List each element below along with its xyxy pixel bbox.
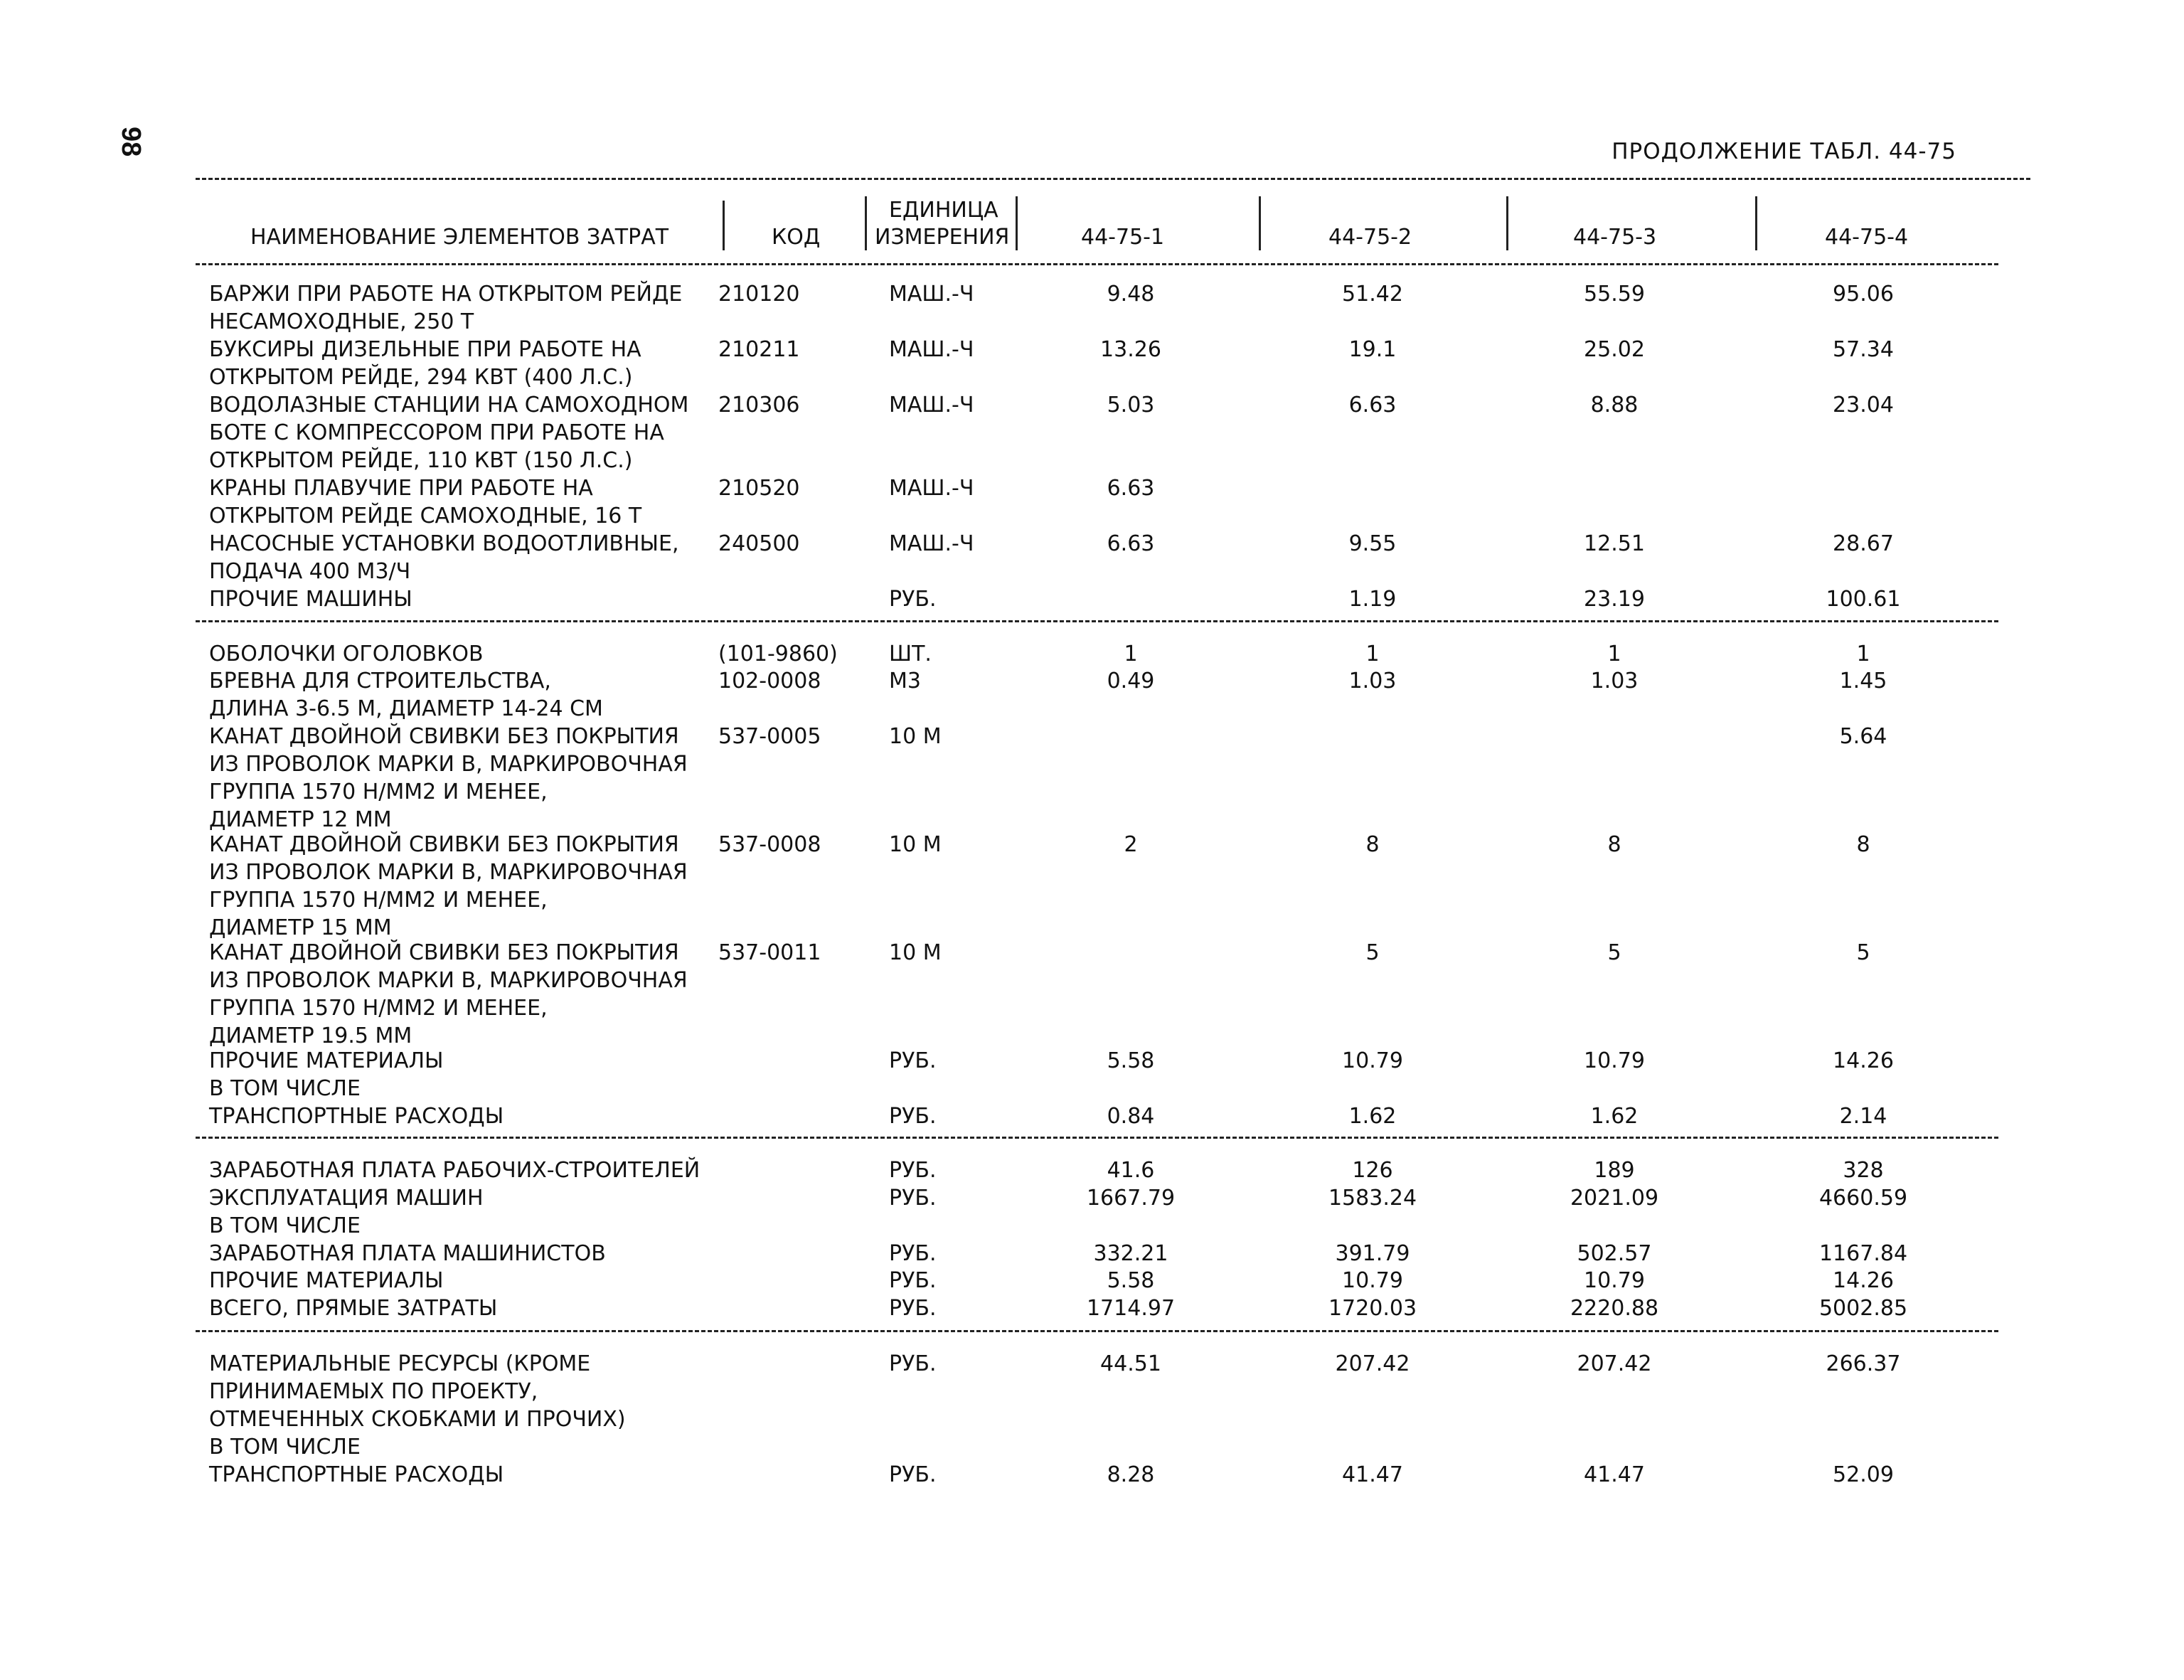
row-code: (101-9860) [718,642,838,666]
row-value-4: 2.14 [1839,1104,1887,1129]
row-code: 210306 [718,393,800,418]
row-value-2: 6.63 [1348,393,1397,418]
row-value-1: 41.6 [1107,1158,1155,1183]
header-divider [865,196,867,250]
row-value-2: 10.79 [1342,1268,1403,1293]
row-value-1: 5.58 [1107,1268,1155,1293]
row-unit: МАШ.-Ч [889,476,974,501]
row-unit: РУБ. [889,1104,937,1129]
row-name: КАНАТ ДВОЙНОЙ СВИВКИ БЕЗ ПОКРЫТИЯ ИЗ ПРОВОЛОК МАРКИ В, МАРКИРОВОЧНАЯ ГРУППА 1570 Н/ММ2 И МЕНЕЕ, ДИАМЕТР 19.5 ММ [209,940,688,1048]
header-divider [1259,196,1261,250]
row-value-3: 2021.09 [1570,1186,1659,1211]
row-value-1: 5.58 [1107,1048,1155,1073]
section-rule [196,620,1998,622]
row-name: ОБОЛОЧКИ ОГОЛОВКОВ [209,642,484,666]
page-number: 98 [116,127,146,157]
row-value-1: 332.21 [1093,1241,1168,1266]
row-value-2: 5 [1365,940,1380,965]
row-value-3: 10.79 [1584,1048,1645,1073]
row-value-2: 1 [1365,642,1380,666]
row-unit: РУБ. [889,1158,937,1183]
row-unit: РУБ. [889,1351,937,1376]
row-value-3: 8.88 [1590,393,1639,418]
row-name: КРАНЫ ПЛАВУЧИЕ ПРИ РАБОТЕ НА ОТКРЫТОМ РЕЙДЕ САМОХОДНЫЕ, 16 Т [209,476,642,528]
row-value-1: 9.48 [1107,282,1155,307]
row-value-1: 0.49 [1107,669,1155,693]
row-name: КАНАТ ДВОЙНОЙ СВИВКИ БЕЗ ПОКРЫТИЯ ИЗ ПРОВОЛОК МАРКИ В, МАРКИРОВОЧНАЯ ГРУППА 1570 Н/ММ2 И МЕНЕЕ, ДИАМЕТР 12 ММ [209,724,688,832]
header-unit-line1: ЕДИНИЦА [889,198,998,223]
row-unit: РУБ. [889,587,937,612]
row-code: 210120 [718,282,800,307]
top-rule [196,178,2030,180]
row-value-4: 8 [1856,832,1870,857]
section-rule [196,1330,1998,1332]
continuation-title: ПРОДОЛЖЕНИЕ ТАБЛ. 44-75 [1612,139,1956,164]
row-code: 102-0008 [718,669,821,693]
row-unit: ШТ. [889,642,932,666]
row-value-3: 5 [1607,940,1621,965]
section-rule [196,1137,1998,1139]
row-value-4: 5 [1856,940,1870,965]
row-value-4: 28.67 [1833,531,1894,556]
row-unit: РУБ. [889,1241,937,1266]
row-name: ТРАНСПОРТНЫЕ РАСХОДЫ [209,1104,504,1129]
row-unit: МАШ.-Ч [889,337,974,362]
row-name: КАНАТ ДВОЙНОЙ СВИВКИ БЕЗ ПОКРЫТИЯ ИЗ ПРОВОЛОК МАРКИ В, МАРКИРОВОЧНАЯ ГРУППА 1570 Н/ММ2 И МЕНЕЕ, ДИАМЕТР 15 ММ [209,832,688,940]
row-name: ПРОЧИЕ МАТЕРИАЛЫ В ТОМ ЧИСЛЕ [209,1048,444,1101]
row-value-3: 1.03 [1590,669,1639,693]
row-value-4: 95.06 [1833,282,1894,307]
row-name: ЗАРАБОТНАЯ ПЛАТА РАБОЧИХ-СТРОИТЕЛЕЙ [209,1158,701,1183]
row-code: 537-0011 [718,940,821,965]
row-code: 240500 [718,531,800,556]
row-value-2: 1.19 [1348,587,1397,612]
row-value-4: 5.64 [1839,724,1887,749]
row-value-2: 41.47 [1342,1462,1403,1487]
row-value-1: 44.51 [1100,1351,1161,1376]
header-name: НАИМЕНОВАНИЕ ЭЛЕМЕНТОВ ЗАТРАТ [250,225,669,250]
row-name: ПРОЧИЕ МАШИНЫ [209,587,412,612]
row-value-2: 1.03 [1348,669,1397,693]
row-unit: РУБ. [889,1048,937,1073]
row-name: ПРОЧИЕ МАТЕРИАЛЫ [209,1268,444,1293]
row-value-2: 9.55 [1348,531,1397,556]
row-name: МАТЕРИАЛЬНЫЕ РЕСУРСЫ (КРОМЕ ПРИНИМАЕМЫХ ПО ПРОЕКТУ, ОТМЕЧЕННЫХ СКОБКАМИ И ПРОЧИХ) В ТОМ ЧИСЛЕ [209,1351,626,1460]
row-value-1: 1667.79 [1086,1186,1176,1211]
row-value-4: 266.37 [1826,1351,1901,1376]
row-value-3: 207.42 [1577,1351,1652,1376]
row-unit: МАШ.-Ч [889,393,974,418]
row-value-3: 12.51 [1584,531,1645,556]
row-code: 210211 [718,337,800,362]
row-name: ВОДОЛАЗНЫЕ СТАНЦИИ НА САМОХОДНОМ БОТЕ С КОМПРЕССОРОМ ПРИ РАБОТЕ НА ОТКРЫТОМ РЕЙДЕ, 110 КВТ (150 Л.С.) [209,393,689,473]
row-value-3: 502.57 [1577,1241,1652,1266]
row-unit: РУБ. [889,1268,937,1293]
header-code: КОД [772,225,821,250]
row-name: ЭКСПЛУАТАЦИЯ МАШИН В ТОМ ЧИСЛЕ [209,1186,484,1238]
row-value-2: 8 [1365,832,1380,857]
row-unit: МАШ.-Ч [889,531,974,556]
row-unit: 10 М [889,940,942,965]
row-name: ВСЕГО, ПРЯМЫЕ ЗАТРАТЫ [209,1296,498,1321]
row-value-2: 391.79 [1335,1241,1410,1266]
row-code: 210520 [718,476,800,501]
header-col1: 44-75-1 [1081,225,1165,250]
row-value-3: 1.62 [1590,1104,1639,1129]
row-value-2: 51.42 [1342,282,1403,307]
row-value-1: 1714.97 [1086,1296,1176,1321]
row-value-3: 23.19 [1584,587,1645,612]
row-value-3: 25.02 [1584,337,1645,362]
row-value-1: 13.26 [1100,337,1161,362]
row-unit: 10 М [889,724,942,749]
row-value-4: 328 [1843,1158,1884,1183]
header-col2: 44-75-2 [1328,225,1412,250]
row-value-1: 2 [1124,832,1138,857]
row-value-4: 52.09 [1833,1462,1894,1487]
row-value-3: 10.79 [1584,1268,1645,1293]
row-name: БУКСИРЫ ДИЗЕЛЬНЫЕ ПРИ РАБОТЕ НА ОТКРЫТОМ РЕЙДЕ, 294 КВТ (400 Л.С.) [209,337,641,390]
row-value-2: 126 [1352,1158,1393,1183]
row-name: БАРЖИ ПРИ РАБОТЕ НА ОТКРЫТОМ РЕЙДЕ НЕСАМОХОДНЫЕ, 250 Т [209,282,683,334]
row-value-3: 55.59 [1584,282,1645,307]
row-name: НАСОСНЫЕ УСТАНОВКИ ВОДООТЛИВНЫЕ, ПОДАЧА 400 М3/Ч [209,531,679,584]
row-value-3: 1 [1607,642,1621,666]
row-value-1: 6.63 [1107,531,1155,556]
row-value-3: 41.47 [1584,1462,1645,1487]
row-code: 537-0008 [718,832,821,857]
row-value-3: 8 [1607,832,1621,857]
row-name: БРЕВНА ДЛЯ СТРОИТЕЛЬСТВА, ДЛИНА 3-6.5 М, ДИАМЕТР 14-24 СМ [209,669,603,721]
row-value-1: 5.03 [1107,393,1155,418]
row-value-2: 1.62 [1348,1104,1397,1129]
row-value-2: 207.42 [1335,1351,1410,1376]
row-value-4: 4660.59 [1818,1186,1908,1211]
header-col4: 44-75-4 [1825,225,1909,250]
header-divider [723,201,725,250]
row-value-2: 10.79 [1342,1048,1403,1073]
row-value-1: 0.84 [1107,1104,1155,1129]
row-value-4: 57.34 [1833,337,1894,362]
row-value-1: 8.28 [1107,1462,1155,1487]
row-name: ТРАНСПОРТНЫЕ РАСХОДЫ [209,1462,504,1487]
row-value-4: 1 [1856,642,1870,666]
row-value-1: 1 [1124,642,1138,666]
row-value-2: 1583.24 [1328,1186,1417,1211]
row-code: 537-0005 [718,724,821,749]
row-unit: 10 М [889,832,942,857]
row-value-2: 19.1 [1348,337,1397,362]
row-value-3: 189 [1594,1158,1635,1183]
row-name: ЗАРАБОТНАЯ ПЛАТА МАШИНИСТОВ [209,1241,606,1266]
row-unit: РУБ. [889,1296,937,1321]
header-rule [196,263,1998,265]
row-value-2: 1720.03 [1328,1296,1417,1321]
header-divider [1506,196,1508,250]
row-value-1: 6.63 [1107,476,1155,501]
row-value-4: 1.45 [1839,669,1887,693]
row-value-4: 14.26 [1833,1268,1894,1293]
row-value-4: 1167.84 [1818,1241,1908,1266]
header-unit-line2: ИЗМЕРЕНИЯ [875,225,1010,250]
row-value-4: 100.61 [1826,587,1901,612]
row-unit: МАШ.-Ч [889,282,974,307]
header-col3: 44-75-3 [1573,225,1657,250]
row-unit: РУБ. [889,1462,937,1487]
row-value-4: 14.26 [1833,1048,1894,1073]
header-divider [1755,196,1757,250]
row-value-4: 23.04 [1833,393,1894,418]
row-value-3: 2220.88 [1570,1296,1659,1321]
header-divider [1016,196,1018,250]
row-unit: М3 [889,669,921,693]
row-value-4: 5002.85 [1818,1296,1908,1321]
row-unit: РУБ. [889,1186,937,1211]
